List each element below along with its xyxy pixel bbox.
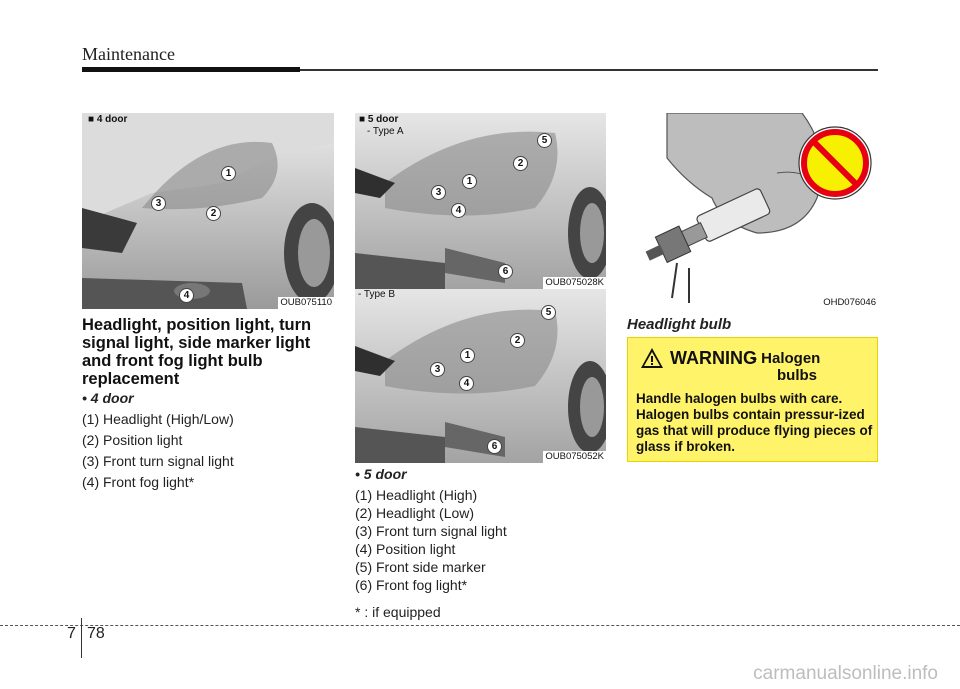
callout-1: 1 <box>221 166 236 181</box>
figure-5door-type-b-photo <box>355 289 606 463</box>
figure-4door-photo <box>82 113 334 309</box>
callout-6: 6 <box>487 439 502 454</box>
figure-5door-type-b-label: - Type B <box>358 289 396 300</box>
header-rule-thin <box>300 69 878 71</box>
callout-2: 2 <box>513 156 528 171</box>
list-item: (2) Headlight (Low) <box>355 505 475 521</box>
footer-divider <box>0 625 960 626</box>
warning-body: Handle halogen bulbs with care. Halogen bulbs contain pressur-ized gas that will produce flying pieces of glass if broken. <box>636 391 873 454</box>
callout-3: 3 <box>151 196 166 211</box>
callout-5: 5 <box>541 305 556 320</box>
footnote: * : if equipped <box>355 604 441 620</box>
list-item: (2) Position light <box>82 432 183 448</box>
list-item: (5) Front side marker <box>355 559 486 575</box>
warning-box <box>627 337 878 462</box>
figure-5door-tag: ■ 5 door <box>359 114 399 125</box>
callout-4: 4 <box>179 288 194 303</box>
footer-vertical-rule <box>81 618 82 658</box>
watermark: carmanualsonline.info <box>753 663 938 684</box>
list-item: (3) Front turn signal light <box>82 453 234 469</box>
warning-title: WARNING <box>670 348 757 368</box>
list-item: (6) Front fog light* <box>355 577 468 593</box>
figure-5door-type-a-photo <box>355 113 606 289</box>
callout-3: 3 <box>430 362 445 377</box>
headlight-bulb-title: Headlight bulb <box>627 316 732 333</box>
callout-6: 6 <box>498 264 513 279</box>
callout-4: 4 <box>459 376 474 391</box>
four-door-label: • 4 door <box>82 390 134 406</box>
callout-5: 5 <box>537 133 552 148</box>
figure-bulb-code: OHD076046 <box>823 297 876 308</box>
figure-5door-type-a-label: - Type A <box>367 126 404 137</box>
page-header-title: Maintenance <box>82 44 175 64</box>
callout-2: 2 <box>510 333 525 348</box>
car-illustration-5door-b <box>355 289 606 463</box>
callout-1: 1 <box>462 174 477 189</box>
section-heading: Headlight, position light, turn signal light, side marker light and front fog light bulb replacement <box>82 316 312 388</box>
list-item: (3) Front turn signal light <box>355 523 507 539</box>
five-door-label: • 5 door <box>355 466 407 482</box>
warning-subtitle-continued: bulbs <box>777 367 817 384</box>
car-illustration-5door-a <box>355 113 606 289</box>
figure-5door-type-b-code: OUB075052K <box>545 451 604 462</box>
header-rule-thick <box>82 67 300 72</box>
chapter-number: 7 <box>67 625 76 642</box>
page-number: 78 <box>87 625 105 642</box>
list-item: (1) Headlight (High/Low) <box>82 411 234 427</box>
figure-4door-tag: ■ 4 door <box>88 114 128 125</box>
figure-5door-type-a-code: OUB075028K <box>545 277 604 288</box>
callout-2: 2 <box>206 206 221 221</box>
callout-3: 3 <box>431 185 446 200</box>
hand-holding-bulb-illustration <box>627 113 878 309</box>
list-item: (4) Front fog light* <box>82 474 195 490</box>
warning-triangle-icon <box>640 347 664 369</box>
list-item: (4) Position light <box>355 541 456 557</box>
callout-4: 4 <box>451 203 466 218</box>
callout-1: 1 <box>460 348 475 363</box>
figure-halogen-bulb-photo <box>627 113 878 309</box>
warning-subtitle: - Halogen <box>752 350 821 367</box>
list-item: (1) Headlight (High) <box>355 487 478 503</box>
figure-4door-code: OUB075110 <box>280 297 332 308</box>
